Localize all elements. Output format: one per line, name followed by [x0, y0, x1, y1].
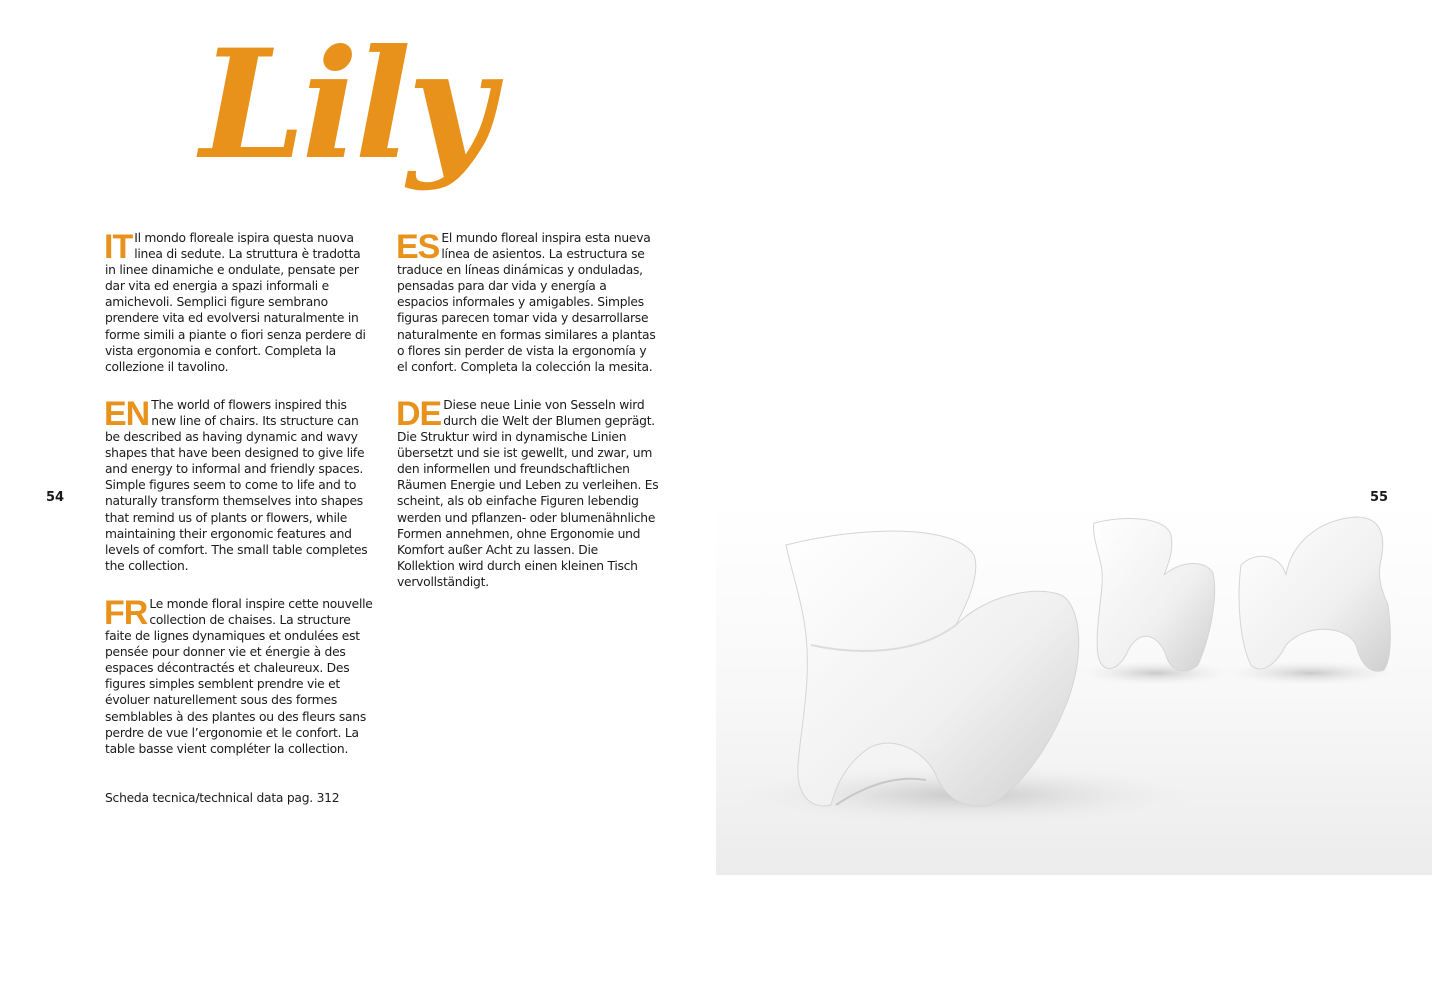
lang-code-de: DE	[396, 394, 442, 433]
page-number-left: 54	[46, 490, 65, 505]
section-en-text: The world of flowers inspired this new line of chairs. Its structure can be described as having dynamic and wavy shapes that have been designed to give life and energy to informal and friendly spaces. Simple figures seem to come to life and to naturally transform themselves into shapes that remind us of plants or flowers, while maintaining their ergonomic features and levels of comfort. The small table completes the collection.	[105, 397, 368, 573]
lang-code-en: EN	[104, 394, 150, 433]
chair-large	[786, 531, 1079, 806]
text-column-right	[397, 230, 659, 612]
page-number-right: 55	[1370, 490, 1389, 505]
lang-code-es: ES	[396, 228, 440, 266]
lang-code-it: IT	[104, 228, 133, 266]
section-it	[105, 230, 373, 375]
section-it-text: Il mondo floreale ispira questa nuova linea di sedute. La struttura è tradotta in linee dinamiche e ondulate, pensate per dar vita ed energia a spazi informali e amichevoli. Semplici figure sembrano prendere vita ed evolversi naturalmente in forme simili a piante o fiori senza perdere di vista ergonomia e confort. Completa la collezione il tavolino.	[105, 231, 366, 374]
chair-middle	[1094, 519, 1215, 671]
lang-code-fr: FR	[104, 593, 148, 632]
chair-right	[1239, 517, 1390, 671]
section-es-text: El mundo floreal inspira esta nueva línea de asientos. La estructura se traduce en líneas dinámicas y onduladas, pensadas para dar vida y energía a espacios informales y amigables. Simples figuras parecen tomar vida y desarrollarse naturalmente en formas similares a plantas o flores sin perder de vista la ergonomía y el confort. Completa la colección la mesita.	[397, 231, 656, 374]
section-en	[104, 394, 373, 574]
lily-chairs-illustration	[716, 505, 1432, 875]
text-column-left	[105, 230, 373, 779]
section-de-text: Diese neue Linie von Sesseln wird durch die Welt der Blumen geprägt. Die Struktur wird in dynamische Linien übersetzt und sie ist gewellt, und zwar, um den informellen und freundschaftlichen Räumen Energie und Leben zu verleihen. Es scheint, als ob einfache Figuren lebendig werden und pflanzen- oder blumenähnliche Formen annehmen, ohne Ergonomie und Komfort außer Acht zu lassen. Die Kollektion wird durch einen kleinen Tisch vervollständigt.	[397, 397, 659, 589]
section-es	[397, 230, 659, 375]
collection-title	[200, 17, 491, 193]
product-photo	[716, 505, 1432, 875]
section-de	[396, 394, 659, 590]
title-text: Lily	[200, 17, 491, 193]
section-fr-text: Le monde floral inspire cette nouvelle collection de chaises. La structure faite de lignes dynamiques et ondulées est pensée pour donner vie et énergie à des espaces décontractés et chaleureux. Des figures simples semblent prendre vie et évoluer naturellement sous des formes semblables à des plantes ou des fleurs sans perdre de vue l’ergonomie et le confort. La table basse vient compléter la collection.	[105, 596, 373, 756]
section-fr	[104, 593, 373, 757]
technical-data-reference: Scheda tecnica/technical data pag. 312	[105, 791, 340, 805]
